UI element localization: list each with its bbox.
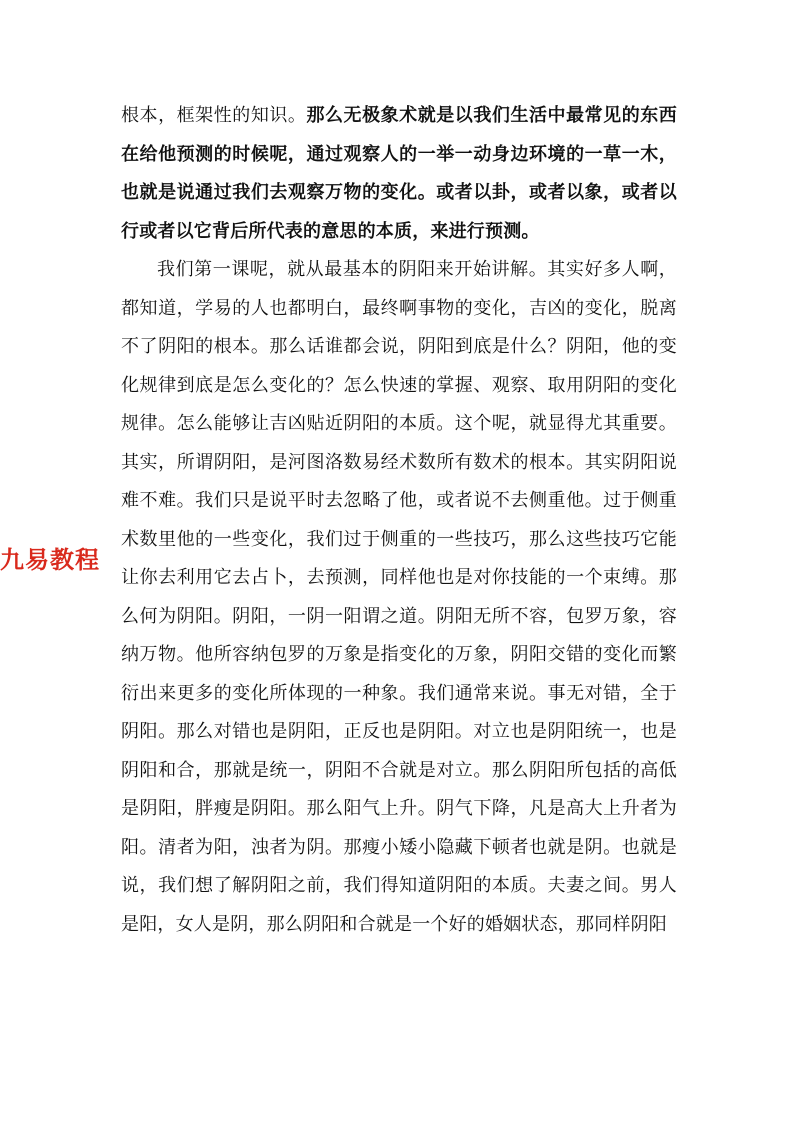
paragraph-1 [121,97,677,251]
document-body [121,97,677,944]
paragraph-2: 我们第一课呢，就从最基本的阴阳来开始讲解。其实好多人啊，都知道，学易的人也都明白，最终啊事物的变化，吉凶的变化，脱离不了阴阳的根本。那么话谁都会说，阴阳到底是什么？阴阳，他的变化规律到底是怎么变化的？怎么快速的掌握、观察、取用阴阳的变化规律。怎么能够让吉凶贴近阴阳的本质。这个呢，就显得尤其重要。其实，所谓阴阳，是河图洛数易经术数所有数术的根本。其实阴阳说难不难。我们只是说平时去忽略了他，或者说不去侧重他。过于侧重术数里他的一些变化，我们过于侧重的一些技巧，那么这些技巧它能让你去利用它去占卜，去预测，同样他也是对你技能的一个束缚。那么何为阴阳。阴阳，一阴一阳谓之道。阴阳无所不容，包罗万象，容纳万物。他所容纳包罗的万象是指变化的万象，阴阳交错的变化而繁衍出来更多的变化所体现的一种象。我们通常来说。事无对错，全于阴阳。那么对错也是阴阳，正反也是阴阳。对立也是阴阳统一，也是阴阳和合，那就是统一，阴阳不合就是对立。那么阴阳所包括的高低是阴阳，胖瘦是阴阳。那么阳气上升。阴气下降，凡是高大上升者为阳。清者为阳，浊者为阴。那瘦小矮小隐藏下顿者也就是阴。也就是说，我们想了解阴阳之前，我们得知道阴阳的本质。夫妻之间。男人是阳，女人是阴，那么阴阳和合就是一个好的婚姻状态，那同样阴阳 [121,259,677,935]
paragraph-1-normal-text: 根本，框架性的知识。 [121,105,307,126]
watermark-logo-text: 九易教程 [0,546,100,574]
paragraph-1-bold-text: 那么无极象术就是以我们生活中最常见的东西在给他预测的时候呢，通过观察人的一举一动身边环境的一草一木，也就是说通过我们去观察万物的变化。或者以卦，或者以象，或者以行或者以它背后所代表的意思的本质，来进行预测。 [121,105,678,242]
